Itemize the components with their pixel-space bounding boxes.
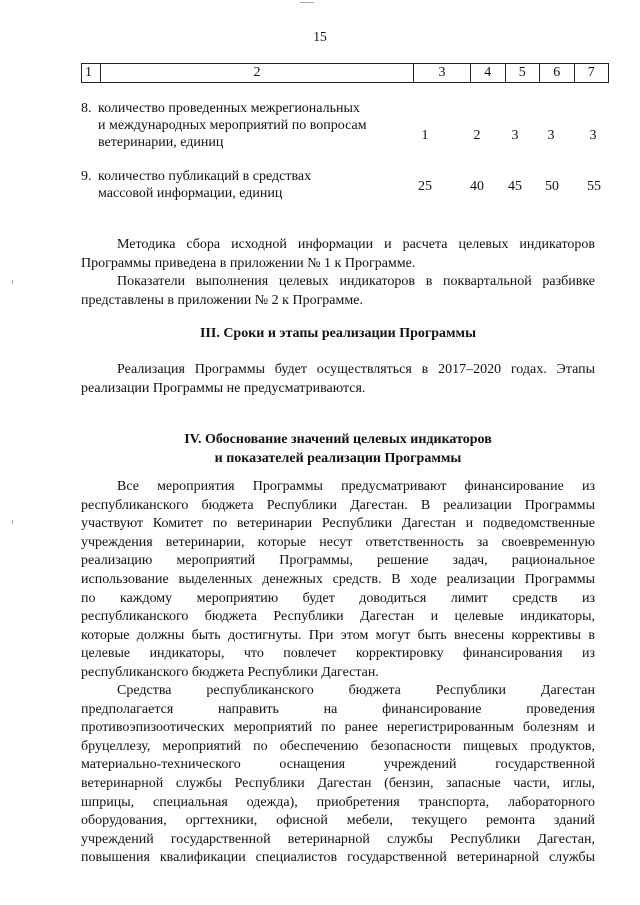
paragraph-line: Показатели выполнения целевых индикаторов в поквартальной разбивке [117,274,595,289]
paragraph-line: реализации Программы не предусматриваются. [81,380,366,396]
paragraph-financing [81,478,595,683]
indicator-row-8 [81,100,621,154]
indicator-value: 3 [589,128,597,143]
scan-mark [12,280,13,284]
paragraph-line: по каждому мероприятию будет доводиться лимит средств из [81,590,595,606]
indicator-text [98,100,398,151]
indicator-text-line: количество публикаций в средствах [98,169,312,184]
indicator-number: 8. [81,101,92,116]
table-header-cell: 7 [574,64,609,83]
table-header-cell: 1 [82,64,101,83]
page-number: 15 [313,29,327,44]
indicator-value: 1 [421,128,429,143]
indicator-value: 2 [473,128,481,143]
indicator-row-9 [81,168,621,204]
paragraph-timeline [81,361,595,398]
paragraph-line: предполагается направить на финансирование проведения [81,701,595,717]
paragraph-line: республиканского бюджета Республики Дагестан и целевые индикаторы, [81,609,595,625]
paragraph-line: Методика сбора исходной информации и расчета целевых индикаторов [117,237,595,252]
table-header-cell: 5 [505,64,540,83]
indicator-value: 25 [418,179,432,194]
paragraph-line: целевые индикаторы, что повлечет корректировку финансирования из [81,646,595,662]
indicator-text-line: ветеринарии, единиц [98,135,224,150]
paragraph-line: ветеринарной службы Республики Дагестан (бензин, запасные части, иглы, [81,775,595,791]
indicator-text-line: количество проведенных межрегиональных [98,101,360,116]
paragraph-line: противоэпизоотических мероприятий по ранее нерегистрированным болезням и [81,720,595,736]
section-heading-line: и показателей реализации Программы [214,450,462,466]
paragraph-funds [81,682,595,868]
table-header-cell: 2 [101,64,414,83]
paragraph-line: шприцы, специальная одежда), приобретения транспорта, лабораторного [81,794,595,810]
paragraph-line: Все мероприятия Программы предусматривают финансирование из [117,479,595,494]
paragraph-line: Реализация Программы будет осуществляться в 2017–2020 годах. Этапы [117,362,595,377]
indicator-value: 55 [587,179,601,194]
table-header-row [81,63,609,83]
paragraph-line: учреждений государственной ветеринарной службы Республики Дагестан, [81,831,595,847]
section-heading-line: IV. Обоснование значений целевых индикаторов [184,432,492,447]
indicator-text [98,168,398,202]
paragraph-line: участвуют Комитет по ветеринарии Республики Дагестан и подведомственные [81,516,595,532]
paragraph-line: повышения квалификации специалистов государственной ветеринарной службы [81,850,595,866]
paragraph-line: Программы приведена в приложении № 1 к Программе. [81,255,416,271]
table-header-cell: 3 [414,64,471,83]
paragraph-line: республиканского бюджета Республики Дагестан. [81,664,379,680]
indicator-value: 40 [470,179,484,194]
paragraph-quarterly [81,273,595,310]
paragraph-line: оборудования, оргтехники, офисной мебели, текущего ремонта зданий [81,813,595,829]
paragraph-line: представлены в приложении № 2 к Программе. [81,292,363,308]
paragraph-line: реализацию мероприятий Программы, решение задач, рациональное [81,553,595,569]
indicator-text-line: массовой информации, единиц [98,186,283,201]
table-header-cell: 6 [540,64,575,83]
paragraph-line: учреждения ветеринарии, которые несут ответственность за своевременную [81,534,595,550]
indicator-value: 3 [511,128,519,143]
table-header-cell: 4 [471,64,506,83]
indicator-value: 45 [508,179,522,194]
paragraph-line: республиканского бюджета Республики Дагестан. В реализации Программы [81,497,595,513]
indicator-value: 3 [547,128,555,143]
section-heading-4 [81,431,595,468]
scan-mark [12,520,13,524]
paragraph-line: материально-технического оснащения учреждений государственной [81,757,595,773]
paragraph-methodology [81,236,595,273]
paragraph-line: бруцеллезу, мероприятий по обеспечению безопасности пищевых продуктов, [81,738,595,754]
indicator-text-line: и международных мероприятий по вопросам [98,118,367,133]
indicator-number: 9. [81,169,92,184]
indicator-value: 50 [545,179,559,194]
section-heading-3: III. Сроки и этапы реализации Программы [199,326,477,341]
scan-mark [300,2,314,3]
paragraph-line: Средства республиканского бюджета Республики Дагестан [117,683,595,698]
paragraph-line: использование выделенных денежных средств. В ходе реализации Программы [81,571,595,587]
paragraph-line: которые должны быть достигнуты. При этом могут быть внесены коррективы в [81,627,595,643]
